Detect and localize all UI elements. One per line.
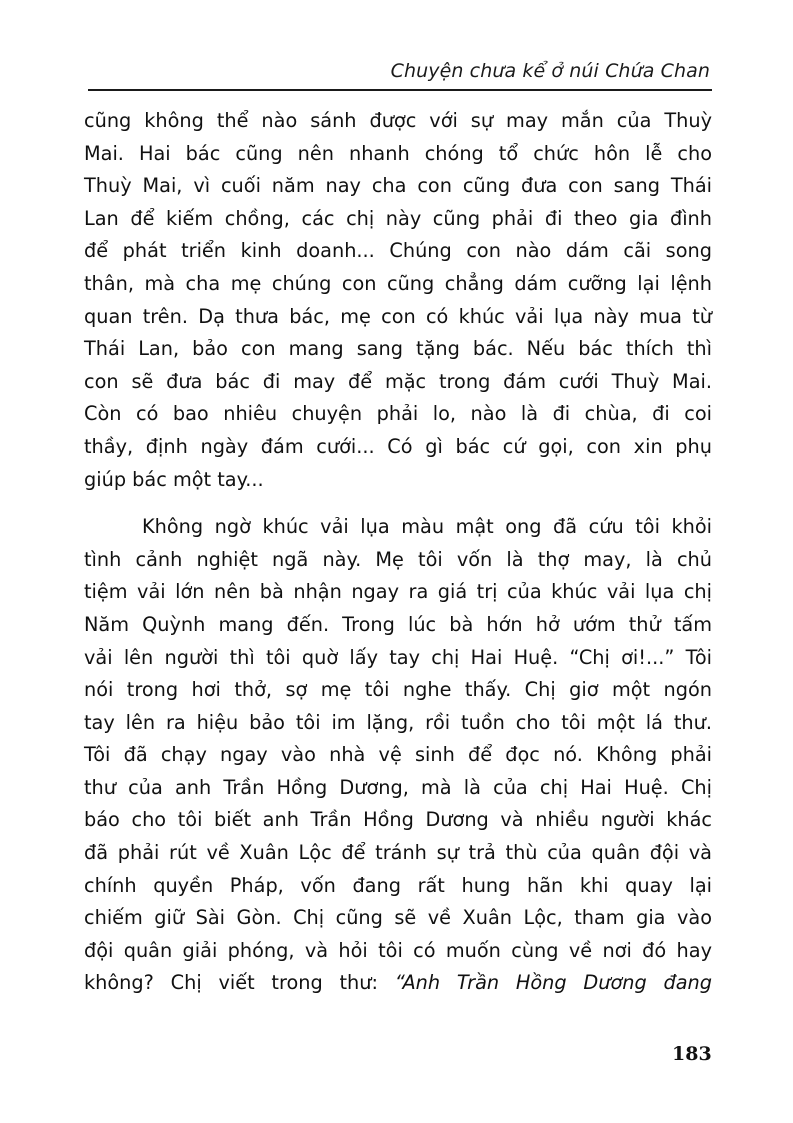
page-number: 183 bbox=[672, 1043, 712, 1065]
text-line: Lan để kiếm chồng, các chị này cũng phải đi theo gia đình bbox=[84, 206, 712, 230]
quoted-letter-italic: “Anh Trần Hồng Dương đang bbox=[394, 971, 712, 995]
text-line: quan trên. Dạ thưa bác, mẹ con có khúc vải lụa này mua từ bbox=[84, 304, 712, 328]
text-line: cũng không thể nào sánh được với sự may mắn của Thuỳ bbox=[84, 109, 712, 132]
text-line: Năm Quỳnh mang đến. Trong lúc bà hớn hở ướm thử tấm bbox=[84, 612, 712, 636]
text-line: thư của anh Trần Hồng Dương, mà là của chị Hai Huệ. Chị bbox=[84, 775, 712, 799]
text-line: Còn có bao nhiêu chuyện phải lo, nào là đi chùa, đi coi bbox=[84, 402, 712, 426]
text-line: báo cho tôi biết anh Trần Hồng Dương và nhiều người khác bbox=[84, 808, 712, 832]
text-line: vải lên người thì tôi quờ lấy tay chị Hai Huệ. “Chị ơi!...” Tôi bbox=[84, 645, 712, 669]
text-line: thầy, định ngày đám cưới... Có gì bác cứ gọi, con xin phụ bbox=[84, 434, 712, 458]
text-line: chính quyền Pháp, vốn đang rất hung hãn khi quay lại bbox=[84, 873, 712, 897]
text-plain: không? Chị viết trong thư: bbox=[84, 971, 395, 995]
paragraph-1 bbox=[84, 105, 712, 496]
text-line: Tôi đã chạy ngay vào nhà vệ sinh để đọc nó. Không phải bbox=[84, 743, 712, 767]
text-line: Thuỳ Mai, vì cuối năm nay cha con cũng đưa con sang Thái bbox=[84, 174, 712, 198]
header-rule bbox=[88, 89, 712, 91]
text-line: thân, mà cha mẹ chúng con cũng chẳng dám cưỡng lại lệnh bbox=[84, 271, 712, 295]
body-text bbox=[84, 105, 712, 1000]
paragraph-gap bbox=[84, 496, 712, 511]
running-head: Chuyện chưa kể ở núi Chứa Chan bbox=[390, 60, 710, 82]
text-line: tiệm vải lớn nên bà nhận ngay ra giá trị của khúc vải lụa chị bbox=[84, 580, 712, 604]
text-line: Không ngờ khúc vải lụa màu mật ong đã cứu tôi khỏi bbox=[142, 515, 712, 539]
text-line: để phát triển kinh doanh... Chúng con nào dám cãi song bbox=[84, 239, 712, 263]
text-line-final bbox=[84, 967, 712, 1000]
paragraph-2 bbox=[84, 511, 712, 1000]
text-line: giúp bác một tay... bbox=[84, 467, 264, 491]
text-line: nói trong hơi thở, sợ mẹ tôi nghe thấy. Chị giơ một ngón bbox=[84, 678, 712, 702]
text-line: con sẽ đưa bác đi may để mặc trong đám cưới Thuỳ Mai. bbox=[84, 369, 712, 393]
text-line: đã phải rút về Xuân Lộc để tránh sự trả thù của quân đội và bbox=[84, 841, 712, 865]
text-line: Thái Lan, bảo con mang sang tặng bác. Nếu bác thích thì bbox=[84, 337, 712, 361]
text-line: Mai. Hai bác cũng nên nhanh chóng tổ chức hôn lễ cho bbox=[84, 141, 712, 165]
text-line: tình cảnh nghiệt ngã này. Mẹ tôi vốn là thợ may, là chủ bbox=[84, 547, 712, 571]
text-line: tay lên ra hiệu bảo tôi im lặng, rồi tuồn cho tôi một lá thư. bbox=[84, 710, 712, 734]
text-line: đội quân giải phóng, và hỏi tôi có muốn cùng về nơi đó hay bbox=[84, 938, 712, 962]
text-line: chiếm giữ Sài Gòn. Chị cũng sẽ về Xuân Lộc, tham gia vào bbox=[84, 906, 712, 930]
